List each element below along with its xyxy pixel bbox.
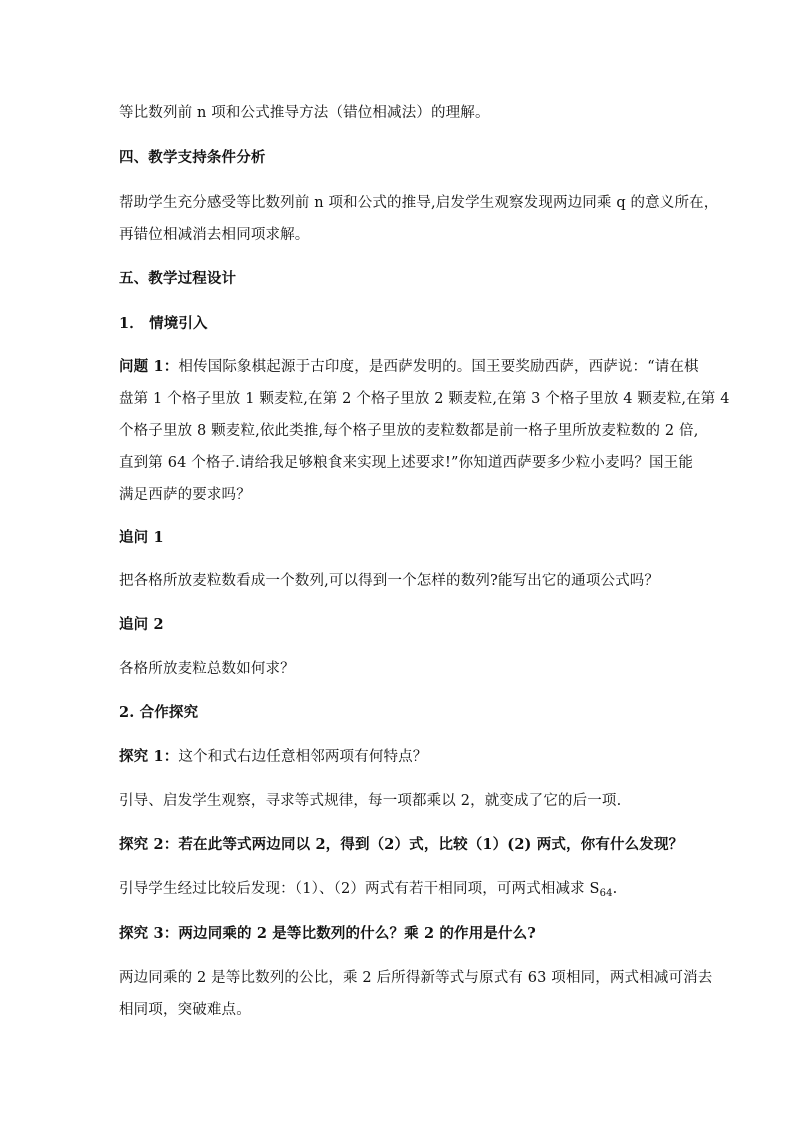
explore-2-answer-end: . <box>612 881 618 897</box>
paragraph-support-line-1: 帮助学生充分感受等比数列前 n 项和公式的推导,启发学生观察发现两边同乘 q 的意义所在， <box>119 195 719 211</box>
explore-1-answer: 引导、启发学生观察，寻求等式规律，每一项都乘以 2，就变成了它的后一项. <box>119 793 622 809</box>
explore-2-answer-subscript: 64 <box>599 888 613 899</box>
explore-1-label: 探究 1： <box>119 748 179 765</box>
explore-2-label: 探究 2： <box>119 836 179 853</box>
follow-up-2-label: 追问 2 <box>119 616 164 633</box>
question-1-text: 相传国际象棋起源于古印度，是西萨发明的。国王要奖励西萨，西萨说：“请在棋 <box>178 359 699 375</box>
question-1-line-5: 满足西萨的要求吗？ <box>119 487 251 503</box>
follow-up-1-label: 追问 1 <box>119 529 164 546</box>
follow-up-2-text: 各格所放麦粒总数如何求？ <box>119 661 295 677</box>
explore-2-answer-text: 引导学生经过比较后发现：（1）、（2）两式有若干相同项，可两式相减求 S <box>119 881 600 897</box>
explore-1-question <box>119 747 679 767</box>
question-1-line-3: 个格子里放 8 颗麦粒,依此类推,每个格子里放的麦粒数都是前一格子里所放麦粒数的 2 倍, <box>119 423 699 439</box>
question-1-line-2: 盘第 1 个格子里放 1 颗麦粒,在第 2 个格子里放 2 颗麦粒,在第 3 个格子里放 4 颗麦粒,在第 4 <box>119 391 730 407</box>
explore-3-question <box>119 924 679 944</box>
heading-subsection-1: 1． 情境引入 <box>119 315 208 332</box>
follow-up-1-text: 把各格所放麦粒数看成一个数列,可以得到一个怎样的数列?能写出它的通项公式吗？ <box>119 573 660 589</box>
paragraph-support-line-2: 再错位相减消去相同项求解。 <box>119 227 310 243</box>
explore-3-answer-line-2: 相同项，突破难点。 <box>119 1002 251 1018</box>
explore-2-text: 若在此等式两边同以 2，得到（2）式，比较（1）(2) 两式，你有什么发现？ <box>178 836 684 853</box>
explore-2-answer <box>119 879 679 904</box>
explore-3-answer-line-1: 两边同乘的 2 是等比数列的公比，乘 2 后所得新等式与原式有 63 项相同，两式相减可消去 <box>119 970 713 986</box>
heading-section-4: 四、教学支持条件分析 <box>119 149 266 166</box>
explore-3-label: 探究 3： <box>119 925 179 942</box>
explore-2-question <box>119 835 684 855</box>
question-1-line-4: 直到第 64 个格子.请给我足够粮食来实现上述要求!”你知道西萨要多少粒小麦吗？国王能 <box>119 455 693 471</box>
heading-subsection-2: 2. 合作探究 <box>119 704 199 721</box>
heading-section-5: 五、教学过程设计 <box>119 270 237 287</box>
explore-1-text: 这个和式右边任意相邻两项有何特点？ <box>178 749 428 765</box>
paragraph-method: 等比数列前 n 项和公式推导方法（错位相减法）的理解。 <box>119 105 490 121</box>
question-1-line-1 <box>119 357 699 377</box>
explore-3-text: 两边同乘的 2 是等比数列的什么？乘 2 的作用是什么? <box>178 925 536 942</box>
question-1-label: 问题 1： <box>119 358 179 375</box>
